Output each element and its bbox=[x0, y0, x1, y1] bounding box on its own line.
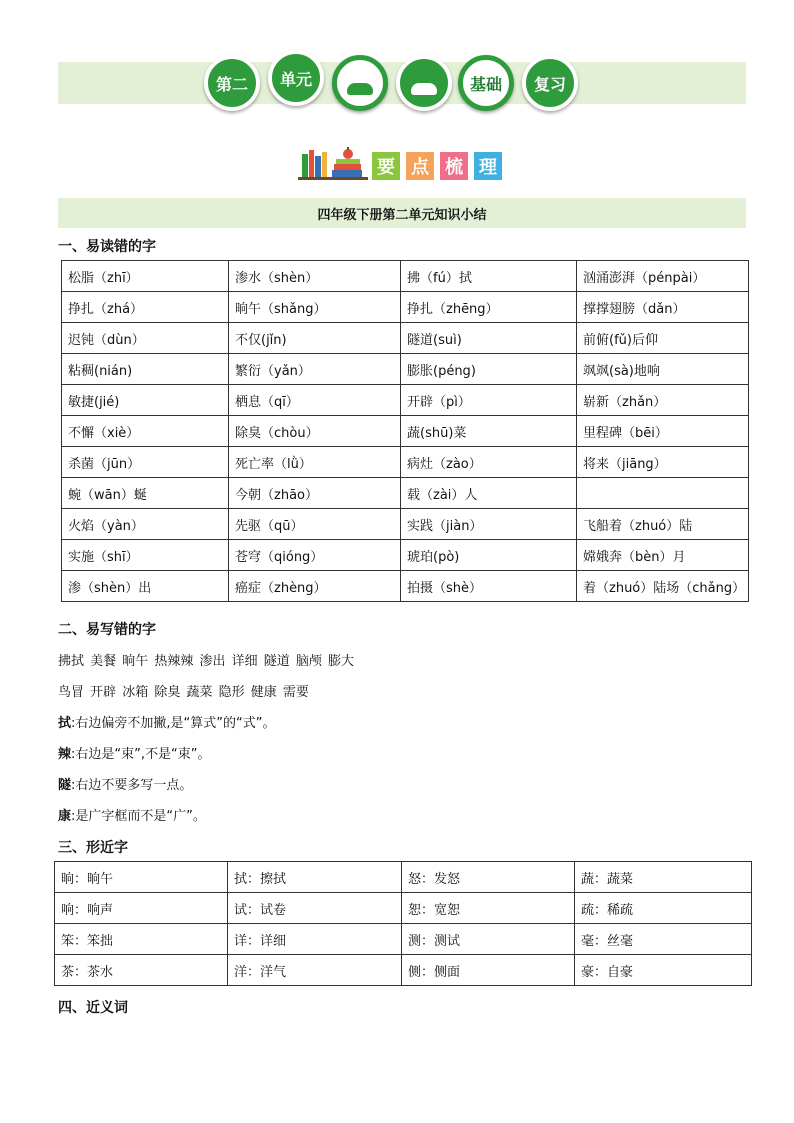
writing-note bbox=[58, 712, 275, 731]
table-cell: 挣扎（zhēng） bbox=[401, 292, 577, 323]
table-row bbox=[62, 571, 749, 602]
table-cell: 今朝（zhāo） bbox=[229, 478, 401, 509]
table-cell: 渗（shèn）出 bbox=[62, 571, 229, 602]
table-row bbox=[62, 540, 749, 571]
note-char: 拭 bbox=[58, 716, 72, 731]
header-circle-label: 第二 bbox=[215, 74, 248, 94]
table-cell: 撑撑翅膀（dǎn） bbox=[577, 292, 749, 323]
table-cell: 琥珀(pò) bbox=[401, 540, 577, 571]
table-cell bbox=[577, 478, 749, 509]
table-row bbox=[62, 509, 749, 540]
note-char: 隧 bbox=[58, 778, 72, 793]
table-cell: 不仅(jǐn) bbox=[229, 323, 401, 354]
table-cell: 挣扎（zhá） bbox=[62, 292, 229, 323]
table-cell: 迟钝（dùn） bbox=[62, 323, 229, 354]
table-cell: 癌症（zhèng） bbox=[229, 571, 401, 602]
table-row bbox=[55, 862, 752, 893]
table-row bbox=[55, 893, 752, 924]
header-circle-label: 基础 bbox=[469, 74, 502, 94]
table-cell: 茶：茶水 bbox=[55, 955, 228, 986]
header-circle-6 bbox=[522, 55, 578, 111]
table-cell: 实施（shī） bbox=[62, 540, 229, 571]
table-cell: 测：测试 bbox=[402, 924, 575, 955]
note-char: 辣 bbox=[58, 747, 72, 762]
easy-misread-table bbox=[61, 260, 749, 602]
document-subtitle: 四年级下册第二单元知识小结 bbox=[58, 198, 746, 228]
table-row bbox=[62, 447, 749, 478]
header-circle-3 bbox=[332, 55, 388, 111]
table-cell: 病灶（zào） bbox=[401, 447, 577, 478]
note-text: :右边不要多写一点。 bbox=[71, 778, 193, 793]
table-cell: 前俯(fǔ)后仰 bbox=[577, 323, 749, 354]
table-cell: 详：详细 bbox=[228, 924, 402, 955]
cloud-icon bbox=[411, 83, 437, 95]
section4-heading: 四、近义词 bbox=[58, 1000, 128, 1016]
title-tile: 理 bbox=[474, 152, 502, 180]
table-row bbox=[62, 354, 749, 385]
table-cell: 拍摄（shè） bbox=[401, 571, 577, 602]
table-row bbox=[62, 261, 749, 292]
note-text: :是广字框而不是“广”。 bbox=[71, 809, 206, 824]
title-tile: 梳 bbox=[440, 152, 468, 180]
table-cell: 笨：笨拙 bbox=[55, 924, 228, 955]
books-icon bbox=[298, 146, 368, 180]
table-cell: 蔬：蔬菜 bbox=[575, 862, 752, 893]
table-cell: 实践（jiàn） bbox=[401, 509, 577, 540]
note-text: :右边是“束”,不是“束”。 bbox=[71, 747, 211, 762]
table-cell: 崭新（zhǎn） bbox=[577, 385, 749, 416]
table-cell: 渗水（shèn） bbox=[229, 261, 401, 292]
header-circle-label: 单元 bbox=[279, 69, 312, 89]
table-cell: 将来（jiāng） bbox=[577, 447, 749, 478]
table-cell: 侧：侧面 bbox=[402, 955, 575, 986]
table-cell: 疏：稀疏 bbox=[575, 893, 752, 924]
header-circle-2 bbox=[268, 50, 324, 106]
table-cell: 载（zài）人 bbox=[401, 478, 577, 509]
writing-note bbox=[58, 743, 210, 762]
table-row bbox=[62, 416, 749, 447]
table-cell: 除臭（chòu） bbox=[229, 416, 401, 447]
table-cell: 响：响声 bbox=[55, 893, 228, 924]
table-cell: 敏捷(jié) bbox=[62, 385, 229, 416]
table-cell: 汹涌澎湃（pénpài） bbox=[577, 261, 749, 292]
miswritten-words-line: 鸟冒 开辟 冰箱 除臭 蔬菜 隐形 健康 需要 bbox=[58, 685, 309, 700]
table-cell: 晌午（shǎng） bbox=[229, 292, 401, 323]
table-cell: 嫦娥奔（bèn）月 bbox=[577, 540, 749, 571]
section1-heading: 一、易读错的字 bbox=[58, 239, 156, 255]
table-cell: 繁衍（yǎn） bbox=[229, 354, 401, 385]
header-circle-1 bbox=[204, 55, 260, 111]
table-cell: 开辟（pì） bbox=[401, 385, 577, 416]
table-cell: 飞船着（zhuó）陆 bbox=[577, 509, 749, 540]
table-cell: 蜿（wān）蜒 bbox=[62, 478, 229, 509]
table-cell: 洋：洋气 bbox=[228, 955, 402, 986]
table-cell: 先驱（qū） bbox=[229, 509, 401, 540]
table-cell: 火焰（yàn） bbox=[62, 509, 229, 540]
table-cell: 着（zhuó）陆场（chǎng） bbox=[577, 571, 749, 602]
table-cell: 怒：发怒 bbox=[402, 862, 575, 893]
table-cell: 飒飒(sà)地响 bbox=[577, 354, 749, 385]
cloud-icon bbox=[347, 83, 373, 95]
table-cell: 试：试卷 bbox=[228, 893, 402, 924]
table-row bbox=[62, 478, 749, 509]
table-cell: 恕：宽恕 bbox=[402, 893, 575, 924]
section3-heading: 三、形近字 bbox=[58, 840, 128, 856]
note-text: :右边偏旁不加撇,是“算式”的“式”。 bbox=[71, 716, 276, 731]
title-tile: 要 bbox=[372, 152, 400, 180]
writing-note bbox=[58, 805, 206, 824]
table-cell: 松脂（zhī） bbox=[62, 261, 229, 292]
table-cell: 栖息（qī） bbox=[229, 385, 401, 416]
title-tile: 点 bbox=[406, 152, 434, 180]
table-row bbox=[55, 955, 752, 986]
header-circle-label: 复习 bbox=[533, 74, 566, 94]
table-row bbox=[62, 292, 749, 323]
table-cell: 蔬(shū)菜 bbox=[401, 416, 577, 447]
table-cell: 隧道(suì) bbox=[401, 323, 577, 354]
table-cell: 毫：丝毫 bbox=[575, 924, 752, 955]
similar-characters-table bbox=[54, 861, 752, 986]
section2-heading: 二、易写错的字 bbox=[58, 622, 156, 638]
header-circle-5 bbox=[458, 55, 514, 111]
table-cell: 晌：晌午 bbox=[55, 862, 228, 893]
header-circle-4 bbox=[396, 55, 452, 111]
table-row bbox=[62, 323, 749, 354]
table-cell: 粘稠(nián) bbox=[62, 354, 229, 385]
section-title bbox=[372, 152, 502, 180]
table-cell: 不懈（xiè） bbox=[62, 416, 229, 447]
note-char: 康 bbox=[58, 809, 72, 824]
table-row bbox=[55, 924, 752, 955]
table-row bbox=[62, 385, 749, 416]
table-cell: 膨胀(péng) bbox=[401, 354, 577, 385]
table-cell: 拂（fú）拭 bbox=[401, 261, 577, 292]
table-cell: 苍穹（qióng） bbox=[229, 540, 401, 571]
table-cell: 死亡率（lǜ） bbox=[229, 447, 401, 478]
table-cell: 杀菌（jūn） bbox=[62, 447, 229, 478]
miswritten-words-line: 拂拭 美餐 晌午 热辣辣 渗出 详细 隧道 脑颅 膨大 bbox=[58, 654, 355, 669]
writing-note bbox=[58, 774, 192, 793]
table-cell: 拭：擦拭 bbox=[228, 862, 402, 893]
table-cell: 里程碑（bēi） bbox=[577, 416, 749, 447]
table-cell: 豪：自豪 bbox=[575, 955, 752, 986]
